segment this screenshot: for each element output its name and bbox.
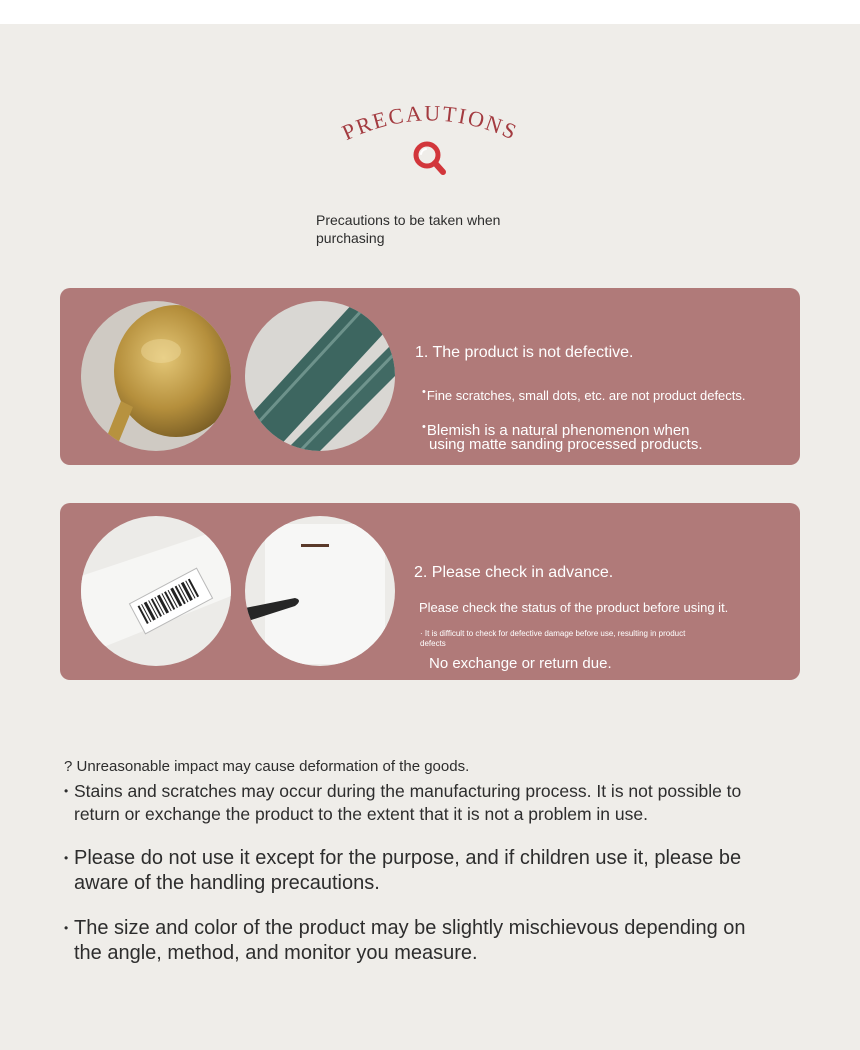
subtitle: Precautions to be taken when purchasing — [316, 212, 501, 246]
card-heading: 1. The product is not defective. — [415, 344, 634, 361]
bullet-dot: • — [64, 921, 69, 935]
magnifier-icon — [411, 139, 447, 177]
card-not-defective — [60, 288, 800, 465]
bullet-item: No exchange or return due. — [429, 655, 612, 672]
note-text: Please do not use it except for the purpose, and if children use it, please be aware of the handling precautions. — [74, 847, 742, 894]
green-handle-photo — [245, 301, 395, 451]
card-check-in-advance — [60, 503, 800, 680]
bullet-item: •Fine scratches, small dots, etc. are not product defects. — [422, 386, 746, 403]
bullet-dot: • — [64, 851, 69, 865]
bullet-continuation: defects — [420, 639, 446, 648]
note-deformation: ? Unreasonable impact may cause deformation of the goods. — [64, 758, 470, 775]
bullet-item: •Blemish is a natural phenomenon when — [422, 421, 690, 439]
note-size-color — [64, 916, 754, 966]
note-text: The size and color of the product may be slightly mischievous depending on the angle, method, and monitor you measure. — [74, 917, 746, 964]
black-handle-package-photo — [245, 516, 395, 666]
barcode-package-photo — [81, 516, 231, 666]
bullet-item: · It is difficult to check for defective damage before use, resulting in product — [420, 629, 686, 638]
title-arc-text: PRECAUTIONS — [338, 100, 522, 146]
bullet-dot: • — [64, 784, 69, 798]
bullet-continuation: using matte sanding processed products. — [429, 436, 703, 453]
card-heading: 2. Please check in advance. — [414, 564, 614, 581]
note-text: Stains and scratches may occur during the manufacturing process. It is not possible to return or exchange the product to the extent that it is not a problem in use. — [74, 781, 742, 824]
gold-spoon-photo — [81, 301, 231, 451]
note-usage — [64, 846, 754, 896]
bullet-item: Please check the status of the product before using it. — [419, 600, 729, 615]
note-stains — [64, 780, 754, 826]
